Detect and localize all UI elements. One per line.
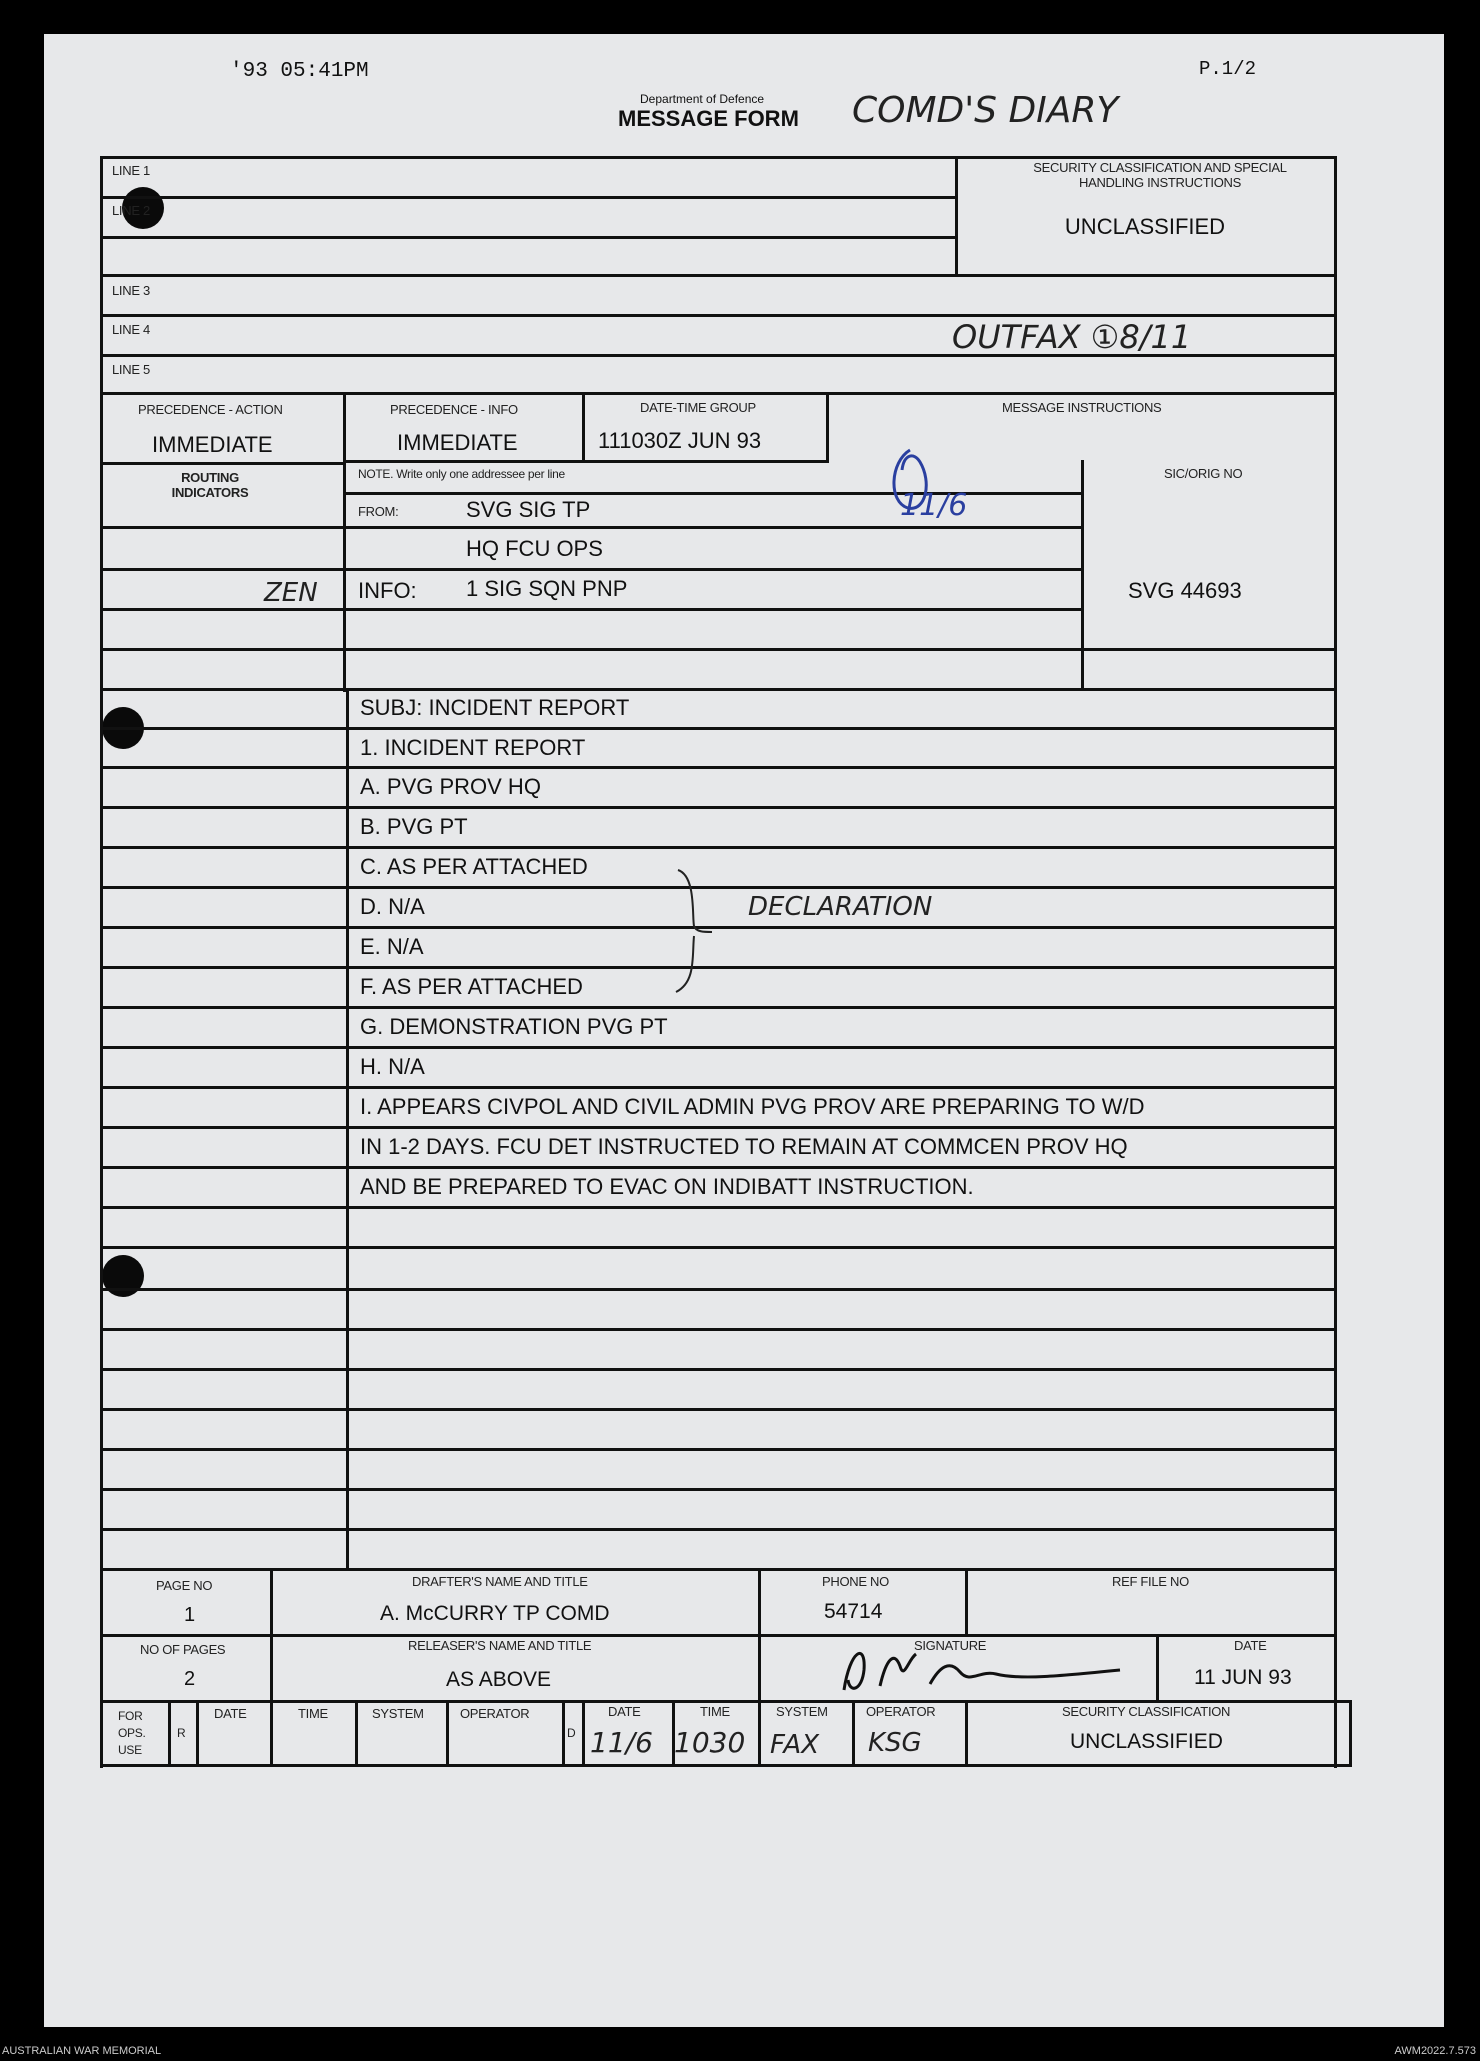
message-line: IN 1-2 DAYS. FCU DET INSTRUCTED TO REMAIN AT COMMCEN PROV HQ [360,1134,1128,1159]
releaser-value: AS ABOVE [446,1668,552,1691]
message-line: E. N/A [360,934,424,959]
for-ops-use-label: FOR OPS. USE [118,1709,146,1757]
precedence-action-value: IMMEDIATE [152,432,273,457]
ops-operator2-label: OPERATOR [866,1704,936,1719]
line-label: LINE 4 [112,322,150,337]
precedence-info-value: IMMEDIATE [397,430,518,455]
line-label: LINE 5 [112,362,150,377]
message-line: H. N/A [360,1054,425,1079]
ops-date-label: DATE [214,1706,247,1721]
ref-file-label: REF FILE NO [1112,1574,1189,1589]
drafter-label: DRAFTER'S NAME AND TITLE [412,1574,588,1589]
dtg-label: DATE-TIME GROUP [640,400,756,415]
date-label: DATE [1234,1638,1267,1653]
message-line: AND BE PREPARED TO EVAC ON INDIBATT INSTRUCTION. [360,1174,974,1199]
handwritten-ops-system: FAX [770,1730,820,1760]
handwritten-initials-blue: 11/6 [900,488,968,523]
page-no-label: PAGE NO [156,1578,213,1593]
ops-system2-label: SYSTEM [776,1704,828,1719]
security-classification-value: UNCLASSIFIED [1064,214,1226,239]
message-line: G. DEMONSTRATION PVG PT [360,1014,668,1039]
date-value: 11 JUN 93 [1194,1666,1292,1689]
ops-date2-label: DATE [608,1704,641,1719]
form-title: MESSAGE FORM [618,106,799,131]
message-line: A. PVG PROV HQ [360,774,541,799]
routing-indicators-label: ROUTING INDICATORS [171,470,249,500]
ops-security-value: UNCLASSIFIED [1070,1730,1223,1753]
from-label: FROM: [358,504,399,519]
handwritten-declaration: DECLARATION [748,892,933,922]
handwritten-signature [820,1630,1160,1710]
handwritten-ops-operator: KSG [868,1728,922,1758]
message-line: D. N/A [360,894,425,919]
phone-label: PHONE NO [822,1574,889,1589]
handwritten-initials: ZEN [264,578,318,608]
line-label: LINE 1 [112,163,150,178]
ops-time-label: TIME [298,1706,328,1721]
info-value: 1 SIG SQN PNP [466,576,628,601]
signature-label: SIGNATURE [914,1638,987,1653]
no-of-pages-value: 2 [184,1668,196,1690]
handwritten-ops-date: 11/6 [590,1726,653,1759]
blue-ink-mark [880,442,940,522]
handwritten-bracket [668,866,748,996]
dtg-value: 111030Z JUN 93 [598,428,762,453]
from-line: HQ FCU OPS [466,536,603,561]
message-line: SUBJ: INCIDENT REPORT [360,695,630,720]
message-line: 1. INCIDENT REPORT [360,735,586,760]
ops-system-label: SYSTEM [372,1706,424,1721]
archive-institution: AUSTRALIAN WAR MEMORIAL [2,2045,162,2057]
drafter-value: A. McCURRY TP COMD [380,1602,610,1625]
precedence-action-label: PRECEDENCE - ACTION [138,402,283,417]
sic-label: SIC/ORIG NO [1164,466,1243,481]
message-instructions-label: MESSAGE INSTRUCTIONS [1002,400,1162,415]
no-of-pages-label: NO OF PAGES [140,1642,226,1657]
fax-timestamp: '93 05:41PM [230,60,369,83]
phone-value: 54714 [824,1600,883,1623]
ops-security-label: SECURITY CLASSIFICATION [1062,1704,1231,1719]
r-label: R [177,1726,186,1740]
info-label: INFO: [358,578,417,603]
message-line: C. AS PER ATTACHED [360,854,588,879]
message-line: I. APPEARS CIVPOL AND CIVIL ADMIN PVG PROV ARE PREPARING TO W/D [360,1094,1145,1119]
d-label: D [567,1726,576,1740]
handwritten-outfax: OUTFAX ①8/11 [952,318,1192,356]
line-label: LINE 3 [112,283,150,298]
handwritten-ops-time: 1030 [674,1726,746,1759]
ops-time2-label: TIME [700,1704,730,1719]
security-classification-label: SECURITY CLASSIFICATION AND SPECIAL HANDLING INSTRUCTIONS [1033,160,1287,190]
releaser-label: RELEASER'S NAME AND TITLE [408,1638,592,1653]
department-name: Department of Defence [640,92,765,106]
from-line: SVG SIG TP [466,497,591,522]
page-no-value: 1 [184,1604,196,1626]
precedence-info-label: PRECEDENCE - INFO [390,402,518,417]
message-line: B. PVG PT [360,814,468,839]
handwritten-title-note: COMD'S DIARY [852,90,1119,131]
addressee-note: NOTE. Write only one addressee per line [358,467,565,481]
message-line: F. AS PER ATTACHED [360,974,583,999]
ops-operator-label: OPERATOR [460,1706,530,1721]
line-label: LINE 2 [112,203,150,218]
archive-reference: AWM2022.7.573 [1394,2045,1476,2057]
sic-value: SVG 44693 [1128,578,1242,603]
page-marker: P.1/2 [1199,58,1257,80]
